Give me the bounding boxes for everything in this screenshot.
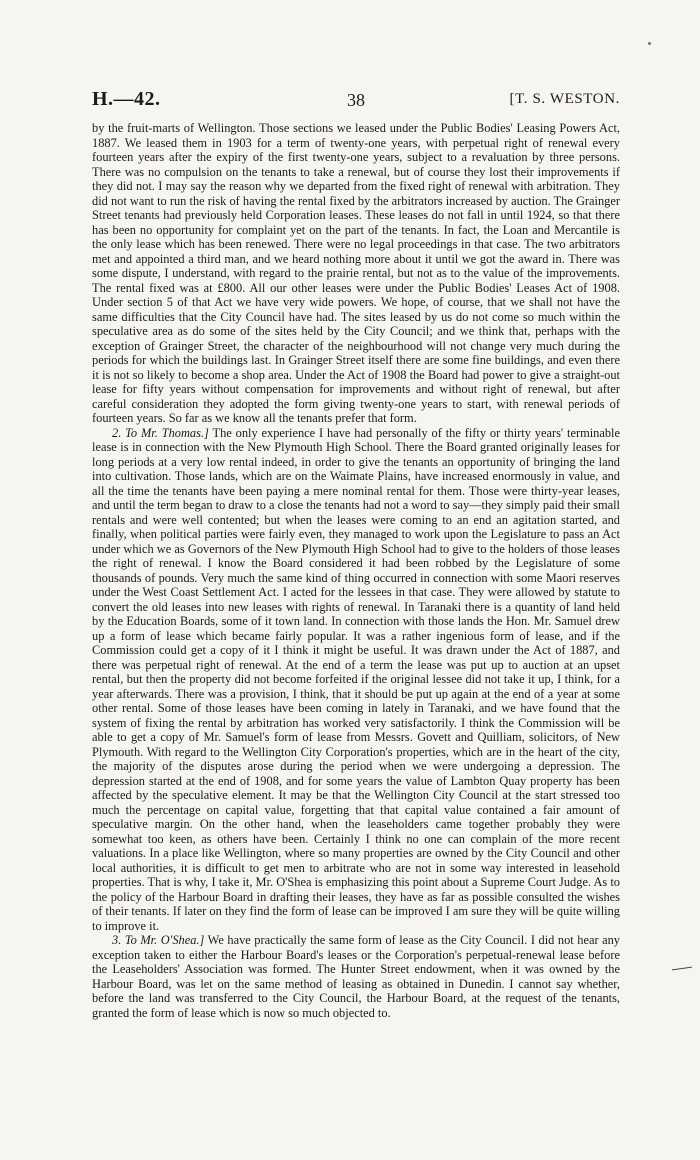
witness-name: [T. S. WESTON. (509, 91, 620, 107)
paragraph-1-text: by the fruit-marts of Wellington. Those sections we leased under the Public Bodies' Leasing Powers Act, 1887. We leased them in 1903 for a term of twenty-one years, with perpetual right of renewal every fourteen years after the expiry of the first twenty-one years, subject to a revaluation by three persons. There was no compulsion on the tenants to take a renewal, but of course they lost their improvements if they did not. I may say the reason why we departed from the fixed right of renewal with arbitration. They did not want to run the risk of having the rental fixed by the arbitrators increased by auction. The Grainger Street tenants had previously held Corporation leases. These leases do not fall in until 1924, so that there has been no opportunity for complaint yet on the part of the tenants. In fact, the Loan and Mercantile is the only lease which has been renewed. There were no legal proceedings in that case. The two arbitrators met and appointed a third man, and we heard nothing more about it until we got the award in. There was some dispute, I understand, with regard to the prairie rental, but not as to the value of the improvements. The rental fixed was at £800. All our other leases were under the Public Bodies' Leases Act of 1908. Under section 5 of that Act we have very wide powers. We hope, of course, that we shall not have the same difficulties that the City Council have had. The sites leased by us do not come so much within the speculative area as do some of the sites held by the City Council; and we think that, perhaps with the exception of Grainger Street, the character of the neighbourhood will not change very much during the periods for which the buildings last. In Grainger Street itself there are some fine buildings, and even there it is not so likely to become a shop area. Under the Act of 1908 the Board had power to give a straight-out lease for fifty years without compensation for improvements and without right of renewal, but after careful consideration they adopted the form giving twenty-one years to start, with renewal periods of fourteen years. So far as we know all the tenants prefer that form. (92, 121, 620, 425)
testimony-text (92, 121, 620, 1020)
page-number: 38 (347, 90, 365, 110)
page-header (92, 88, 620, 118)
paragraph-3 (92, 933, 620, 1020)
scan-speck (648, 42, 651, 45)
paragraph-2-text: The only experience I have had personally of the fifty or thirty years' terminable lease is in connection with the New Plymouth High School. There the Board granted originally leases for long periods at a very low rental indeed, in order to give the tenants an opportunity of bringing the land into cultivation. Those lands, which are on the Waimate Plains, have increased enormously in value, and all the time the tenants have been paying a mere nominal rental for them. Those were thirty-year leases, and until the term began to draw to a close the tenants had not a word to say—they simply paid their small rentals and were well contented; but when the leases were coming to an end an agitation started, and finally, when political parties were fairly even, they managed to work upon the Legislature to pass an Act under which we as Governors of the New Plymouth High School had to give to the holders of those leases the right of renewal. I know the Board considered it had been robbed by the Legislature of some thousands of pounds. Very much the same kind of thing occurred in connection with some Maori reserves under the West Coast Settlement Act. I acted for the lessees in that case. They were allowed by statute to convert the old leases into new leases with rights of renewal. In Taranaki there is a quantity of land held by the Education Boards, some of it town land. In connection with those lands the Hon. Mr. Samuel drew up a form of lease which became fairly popular. It was a rather ingenious form of lease, and if the Commission could get a copy of it I think it might be useful. It was drawn under the Act of 1887, and there was perpetual right of renewal. At the end of a term the lease was put up to auction at an upset rental, but then the property did not become forfeited if the original lessee did not take it up, I think, for a year afterwards. There was a provision, I think, that it should be put up again at the end of a year at some other rental. Some of those leases have been coming in lately in Taranaki, and we have found that the system of fixing the rental by arbitration has worked very satisfactorily. I think the Commission will be able to get a copy of Mr. Samuel's form of lease from Messrs. Govett and Quilliam, solicitors, of New Plymouth. With regard to the Wellington City Corporation's properties, which are in the heart of the city, the majority of the disputes arose during the period when we were undergoing a depression. The depression started at the end of 1908, and for some years the value of Lambton Quay property has been affected by the speculative element. It may be that the Wellington City Council at the start stressed too much the percentage on capital value, forgetting that that capital value contained a fair amount of speculative margin. On the other hand, when the leaseholders came together probably they were somewhat too keen, as others have been. Certainly I think no one can complain of the more recent valuations. In a place like Wellington, where so many properties are owned by the City Council and other local authorities, it is difficult to get men to arbitrate who are not in some way interested in leasehold properties. That is why, I take it, Mr. O'Shea is emphasizing this point about a Supreme Court Judge. As to the policy of the Harbour Board in drafting their leases, they have as far as possible consulted the wishes of their tenants. If later on they find the form of lease can be improved I am sure they will be quite willing to improve it. (92, 425, 621, 933)
paragraph-1 (92, 121, 620, 426)
margin-pen-mark (672, 967, 692, 971)
document-reference: H.—42. (92, 88, 161, 110)
paragraph-2 (92, 426, 620, 934)
paragraph-3-address: 3. To Mr. O'Shea.] (112, 933, 205, 947)
paragraph-3-text: We have practically the same form of lease as the City Council. I did not hear any exception taken to either the Harbour Board's leases or the Corporation's perpetual-renewal lease before the Leaseholders' Association was formed. The Hunter Street endowment, when it was owned by the Harbour Board, was let on the same method of leasing as obtained in Dunedin. I cannot say whether, before the land was transferred to the City Council, the Harbour Board, at the request of the tenants, granted the form of lease which is now so much objected to. (92, 933, 620, 1020)
paragraph-2-address: 2. To Mr. Thomas.] (112, 425, 209, 440)
